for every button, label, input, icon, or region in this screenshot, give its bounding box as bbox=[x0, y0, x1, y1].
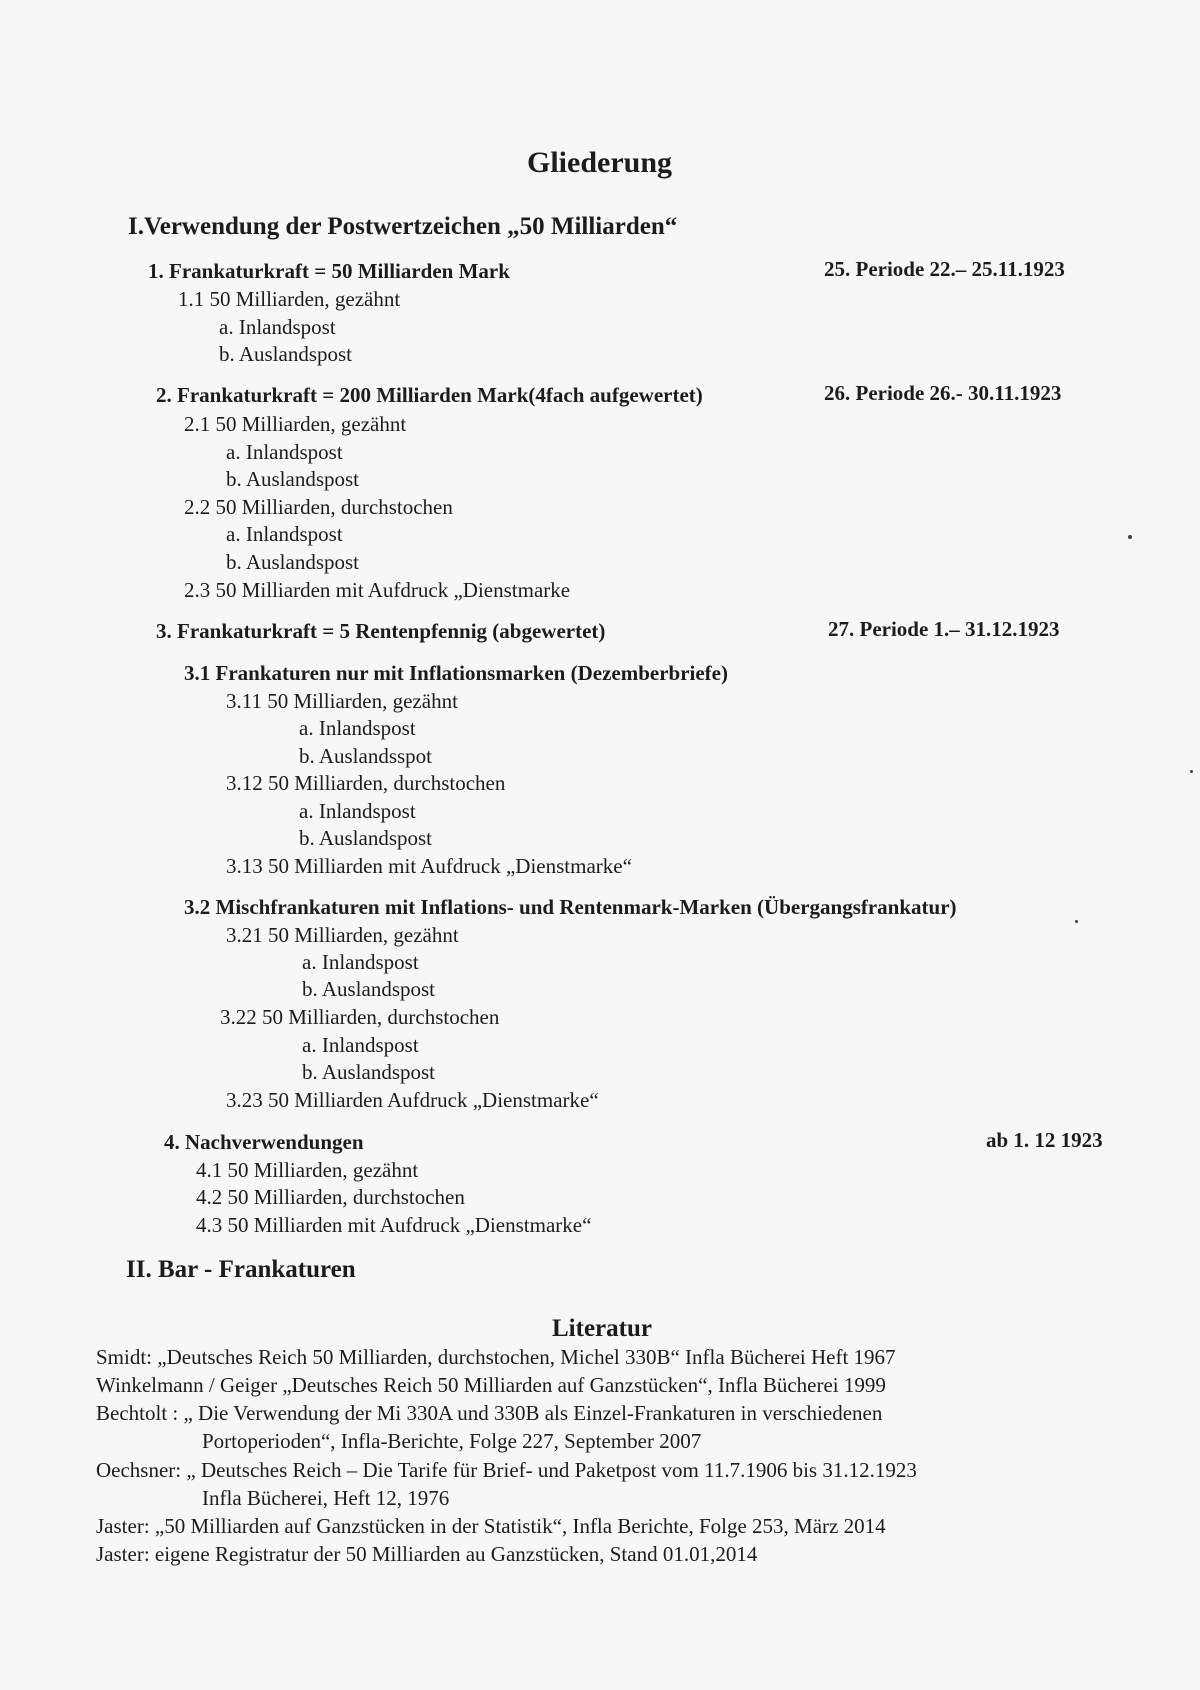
item-2-2: 2.2 50 Milliarden, durchstochen bbox=[184, 495, 453, 519]
item-2-1-b: b. Auslandspost bbox=[226, 467, 360, 491]
item-3-11-a: a. Inlandspost bbox=[299, 716, 416, 740]
item-2-2-b: b. Auslandspost bbox=[226, 550, 360, 574]
item-3-12: 3.12 50 Milliarden, durchstochen bbox=[226, 771, 506, 795]
item-3-21: 3.21 50 Milliarden, gezähnt bbox=[226, 923, 459, 947]
section-1-heading: I.Verwendung der Postwertzeichen „50 Milliarden“ bbox=[128, 213, 678, 240]
item-3-22-a: a. Inlandspost bbox=[302, 1033, 419, 1057]
scan-speck bbox=[1128, 535, 1132, 539]
item-1-1-b: b. Auslandspost bbox=[219, 342, 353, 366]
item-2-label: 2. Frankaturkraft = 200 Milliarden Mark(4fach aufgewertet) bbox=[156, 383, 703, 407]
item-3-22-b: b. Auslandspost bbox=[302, 1060, 436, 1084]
item-1-1: 1.1 50 Milliarden, gezähnt bbox=[178, 287, 401, 311]
item-4-2: 4.2 50 Milliarden, durchstochen bbox=[196, 1185, 465, 1209]
item-1-1-a: a. Inlandspost bbox=[219, 315, 336, 339]
literature-line-4: Portoperioden“, Infla-Berichte, Folge 227, September 2007 bbox=[202, 1429, 702, 1453]
literature-line-6: Infla Bücherei, Heft 12, 1976 bbox=[202, 1486, 450, 1510]
literature-line-7: Jaster: „50 Milliarden auf Ganzstücken in der Statistik“, Infla Berichte, Folge 253, März 2014 bbox=[96, 1514, 886, 1538]
item-4-3: 4.3 50 Milliarden mit Aufdruck „Dienstmarke“ bbox=[196, 1213, 592, 1237]
item-1-period: 25. Periode 22.– 25.11.1923 bbox=[824, 257, 1065, 281]
literature-heading: Literatur bbox=[552, 1315, 652, 1342]
item-2-2-a: a. Inlandspost bbox=[226, 522, 343, 546]
item-2-period: 26. Periode 26.- 30.11.1923 bbox=[824, 381, 1062, 405]
scan-speck bbox=[1190, 770, 1193, 773]
item-3-21-a: a. Inlandspost bbox=[302, 950, 419, 974]
group-3-2-label: 3.2 Mischfrankaturen mit Inflations- und Rentenmark-Marken (Übergangsfrankatur) bbox=[184, 895, 957, 919]
literature-line-1: Smidt: „Deutsches Reich 50 Milliarden, durchstochen, Michel 330B“ Infla Bücherei Heft 1967 bbox=[96, 1345, 896, 1369]
literature-line-2: Winkelmann / Geiger „Deutsches Reich 50 Milliarden auf Ganzstücken“, Infla Bücherei 1999 bbox=[96, 1373, 886, 1397]
item-3-11: 3.11 50 Milliarden, gezähnt bbox=[226, 689, 458, 713]
page-title: Gliederung bbox=[527, 146, 673, 179]
literature-line-3: Bechtolt : „ Die Verwendung der Mi 330A und 330B als Einzel-Frankaturen in verschiedenen bbox=[96, 1401, 883, 1425]
item-4-1: 4.1 50 Milliarden, gezähnt bbox=[196, 1158, 419, 1182]
section-2-heading: II. Bar - Frankaturen bbox=[126, 1256, 356, 1283]
literature-line-5: Oechsner: „ Deutsches Reich – Die Tarife für Brief- und Paketpost vom 11.7.1906 bis 31.12.1923 bbox=[96, 1458, 917, 1482]
item-3-23: 3.23 50 Milliarden Aufdruck „Dienstmarke“ bbox=[226, 1088, 599, 1112]
item-2-1: 2.1 50 Milliarden, gezähnt bbox=[184, 412, 407, 436]
item-3-12-b: b. Auslandspost bbox=[299, 826, 433, 850]
item-2-3: 2.3 50 Milliarden mit Aufdruck „Dienstmarke bbox=[184, 578, 571, 602]
item-3-11-b: b. Auslandsspot bbox=[299, 744, 433, 768]
item-4-period: ab 1. 12 1923 bbox=[986, 1128, 1103, 1152]
literature-line-8: Jaster: eigene Registratur der 50 Milliarden au Ganzstücken, Stand 01.01,2014 bbox=[96, 1542, 758, 1566]
item-3-12-a: a. Inlandspost bbox=[299, 799, 416, 823]
item-3-period: 27. Periode 1.– 31.12.1923 bbox=[828, 617, 1060, 641]
item-3-label: 3. Frankaturkraft = 5 Rentenpfennig (abgewertet) bbox=[156, 619, 606, 643]
group-3-1-label: 3.1 Frankaturen nur mit Inflationsmarken (Dezemberbriefe) bbox=[184, 661, 728, 685]
item-1-label: 1. Frankaturkraft = 50 Milliarden Mark bbox=[148, 259, 510, 283]
item-4-label: 4. Nachverwendungen bbox=[164, 1130, 364, 1154]
item-3-13: 3.13 50 Milliarden mit Aufdruck „Dienstmarke“ bbox=[226, 854, 632, 878]
item-3-21-b: b. Auslandspost bbox=[302, 977, 436, 1001]
scan-speck bbox=[1075, 920, 1078, 923]
item-2-1-a: a. Inlandspost bbox=[226, 440, 343, 464]
item-3-22: 3.22 50 Milliarden, durchstochen bbox=[220, 1005, 500, 1029]
